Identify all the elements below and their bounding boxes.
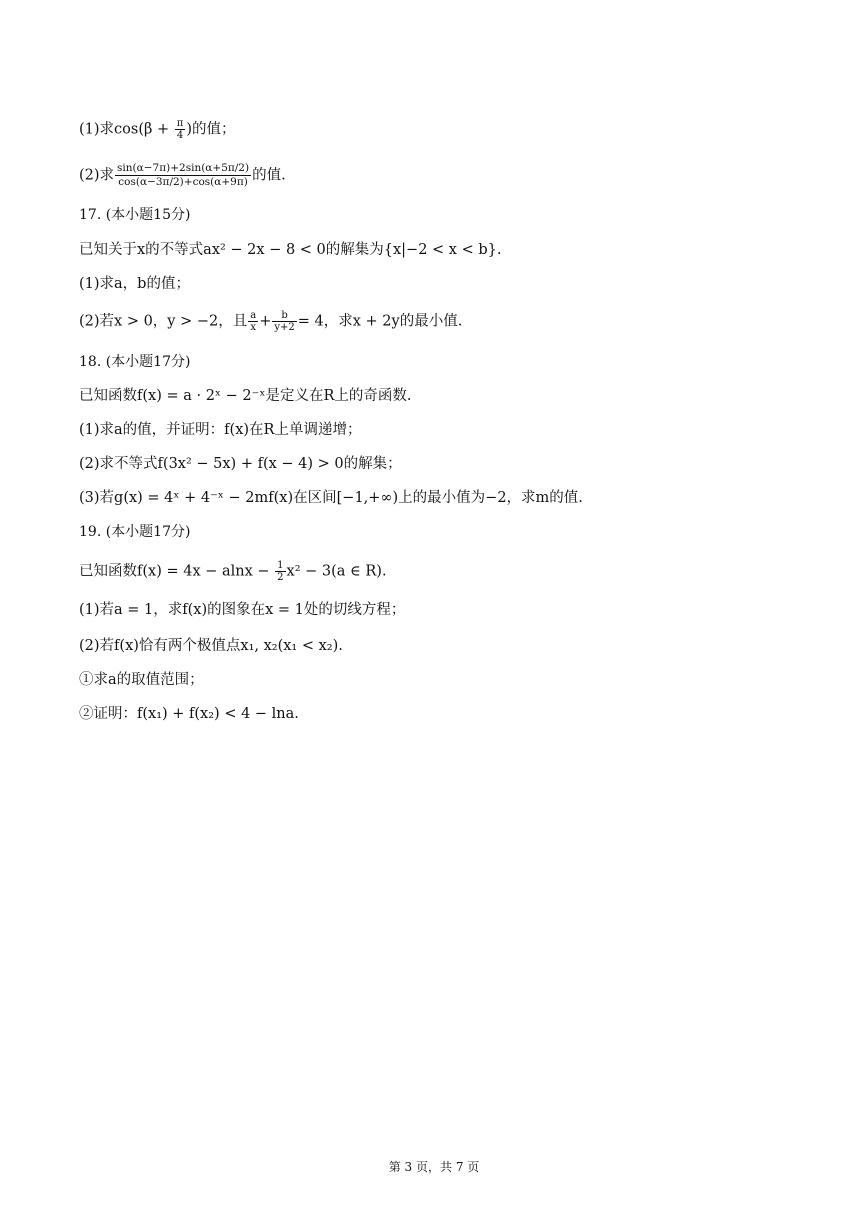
text: )的值； xyxy=(186,121,236,138)
question-19-heading: 19. (本小题17分) xyxy=(79,524,191,540)
question-19-part-2-sub-2: ②证明：f(x₁) + f(x₂) < 4 − lna. xyxy=(79,706,299,722)
question-19-stem xyxy=(79,560,387,583)
text: 已知函数f(x) = 4x − alnx − xyxy=(79,563,275,580)
fraction xyxy=(175,118,186,141)
page-footer: 第 3 页，共 7 页 xyxy=(388,1160,480,1174)
fraction-denominator: cos(α−3π/2)+cos(α+9π) xyxy=(118,176,248,188)
fraction xyxy=(272,310,296,333)
fraction-numerator: a xyxy=(250,310,257,321)
fraction-denominator: 4 xyxy=(176,130,184,141)
fraction-numerator: π xyxy=(176,118,184,129)
fraction-numerator: 1 xyxy=(277,560,284,571)
question-18-part-1: (1)求a的值，并证明：f(x)在R上单调递增； xyxy=(79,422,362,438)
question-17-heading: 17. (本小题15分) xyxy=(79,207,191,223)
text: = 4，求x + 2y的最小值. xyxy=(297,313,463,330)
text: (2)求 xyxy=(79,167,115,184)
text: 的值. xyxy=(252,167,286,184)
question-18-heading: 18. (本小题17分) xyxy=(79,354,191,370)
fraction-numerator: b xyxy=(272,310,296,322)
fraction xyxy=(115,162,251,189)
question-19-part-1: (1)若a = 1，求f(x)的图象在x = 1处的切线方程； xyxy=(79,602,406,618)
question-18-part-3: (3)若g(x) = 4ˣ + 4⁻ˣ − 2mf(x)在区间[−1,+∞)上的最小值为−2，求m的值. xyxy=(79,490,583,506)
fraction-denominator: 2 xyxy=(277,572,284,583)
fraction-numerator: sin(α−7π)+2sin(α+5π/2) xyxy=(117,162,250,174)
fraction xyxy=(248,310,258,333)
question-16-part-1 xyxy=(79,118,236,141)
question-16-part-2 xyxy=(79,162,286,189)
question-18-stem: 已知函数f(x) = a · 2ˣ − 2⁻ˣ是定义在R上的奇函数. xyxy=(79,388,412,404)
question-17-part-2 xyxy=(79,310,462,333)
question-18-part-2: (2)求不等式f(3x² − 5x) + f(x − 4) > 0的解集； xyxy=(79,456,402,472)
text: (1)求cos(β + xyxy=(79,121,174,138)
question-17-stem: 已知关于x的不等式ax² − 2x − 8 < 0的解集为{x|−2 < x < b}. xyxy=(79,242,502,258)
question-17-part-1: (1)求a，b的值； xyxy=(79,276,190,292)
fraction-denominator: y+2 xyxy=(274,322,295,333)
text: x² − 3(a ∈ R). xyxy=(286,563,387,580)
question-19-part-2-sub-1: ①求a的取值范围； xyxy=(79,672,204,688)
question-19-part-2: (2)若f(x)恰有两个极值点x₁, x₂(x₁ < x₂). xyxy=(79,638,343,654)
fraction-denominator: x xyxy=(250,322,257,333)
text: + xyxy=(259,313,272,330)
fraction xyxy=(275,560,285,583)
text: (2)若x > 0，y > −2，且 xyxy=(79,313,248,330)
